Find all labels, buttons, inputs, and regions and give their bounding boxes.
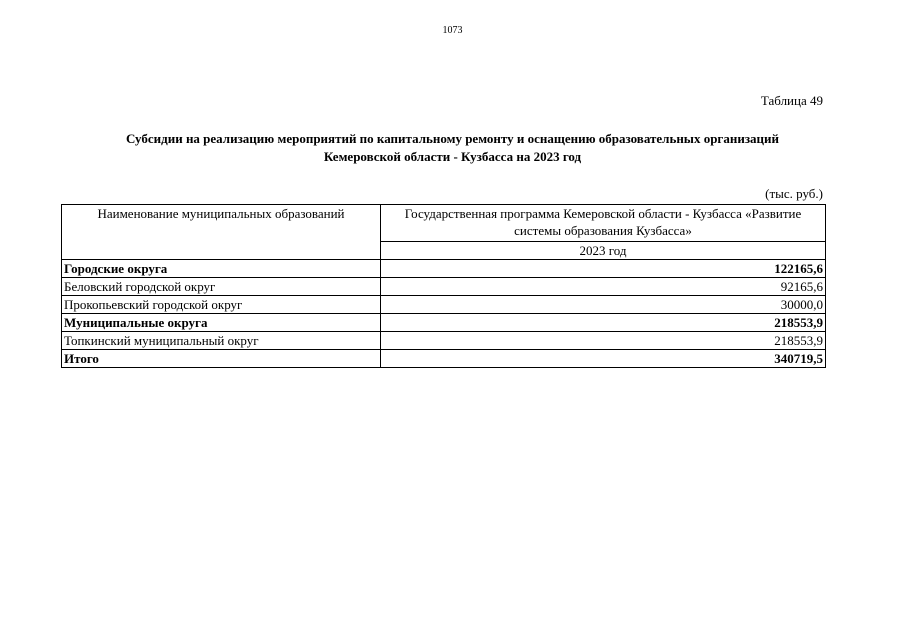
row-value: 340719,5 xyxy=(381,350,826,368)
row-value: 122165,6 xyxy=(381,260,826,278)
row-value: 92165,6 xyxy=(381,278,826,296)
subsidy-table xyxy=(61,204,826,368)
row-name: Топкинский муниципальный округ xyxy=(62,332,381,350)
table-row xyxy=(62,332,826,350)
row-name: Итого xyxy=(62,350,381,368)
row-name: Беловский городской округ xyxy=(62,278,381,296)
page-number: 1073 xyxy=(442,25,463,36)
row-name: Городские округа xyxy=(62,260,381,278)
row-name: Муниципальные округа xyxy=(62,314,381,332)
units-label: (тыс. руб.) xyxy=(765,186,823,201)
table-row xyxy=(62,314,826,332)
title-line-1: Субсидии на реализацию мероприятий по капитальному ремонту и оснащению образовательных организаций xyxy=(125,131,780,146)
document-title xyxy=(60,130,845,166)
header-municipality-name: Наименование муниципальных образований xyxy=(62,205,381,260)
title-line-2: Кемеровской области - Кузбасса на 2023 год xyxy=(323,149,582,164)
row-value: 218553,9 xyxy=(381,314,826,332)
table-row xyxy=(62,278,826,296)
table-row xyxy=(62,260,826,278)
header-year: 2023 год xyxy=(381,242,826,260)
row-value: 218553,9 xyxy=(381,332,826,350)
table-label: Таблица 49 xyxy=(760,93,823,108)
row-value: 30000,0 xyxy=(381,296,826,314)
table-row xyxy=(62,296,826,314)
table-row xyxy=(62,350,826,368)
header-program: Государственная программа Кемеровской области - Кузбасса «Развитие системы образования Кузбасса» xyxy=(381,205,826,242)
row-name: Прокопьевский городской округ xyxy=(62,296,381,314)
